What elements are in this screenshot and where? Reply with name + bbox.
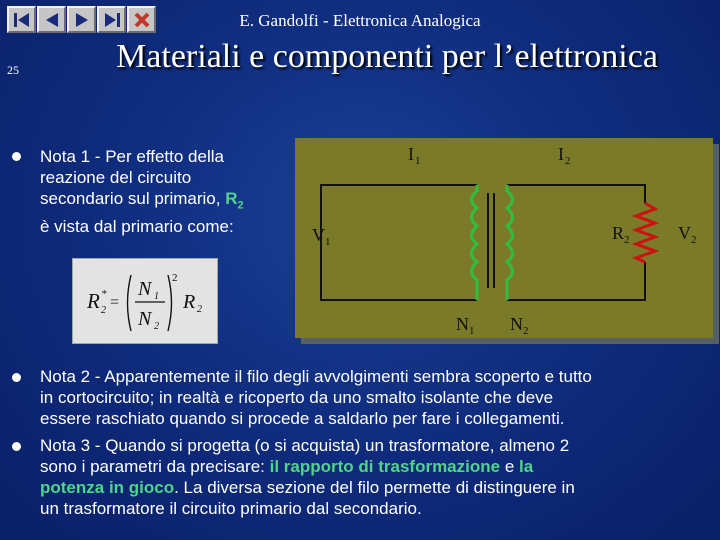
secondary-wire-top xyxy=(507,185,645,203)
note3-line1: Nota 3 - Quando si progetta (o si acquista) un trasformatore, almeno 2 xyxy=(40,436,570,455)
note2-text xyxy=(40,366,712,429)
label-r2-sub: 2 xyxy=(624,234,630,246)
note1-line3-text: secondario sul primario, xyxy=(40,189,226,208)
label-r2: R xyxy=(612,223,625,243)
note3-text xyxy=(40,435,712,519)
note3-line3: potenza in gioco. La diversa sezione del filo permette di distinguere in xyxy=(40,478,575,497)
label-v1: V xyxy=(312,225,325,245)
label-n1: N xyxy=(456,314,469,334)
label-v2: V xyxy=(678,223,691,243)
note1-line3 xyxy=(40,188,244,216)
primary-wire xyxy=(321,185,477,300)
formula-lhs: R xyxy=(87,289,100,313)
note2-line1: Nota 2 - Apparentemente il filo degli avvolgimenti sembra scoperto e tutto xyxy=(40,367,592,386)
note2-line2: in cortocircuito; in realtà e ricoperto da uno smalto isolante che deve xyxy=(40,388,554,407)
primary-coil xyxy=(472,185,478,300)
slide-number: 25 xyxy=(7,63,19,77)
right-paren xyxy=(168,275,172,331)
formula-equals: = xyxy=(110,294,120,311)
secondary-coil xyxy=(507,185,513,300)
note1-line4: è vista dal primario come: xyxy=(40,217,234,237)
label-i2-sub: 2 xyxy=(565,155,571,167)
label-n1-sub: 1 xyxy=(469,325,475,337)
label-v2-sub: 2 xyxy=(691,234,697,246)
label-i2: I xyxy=(558,144,564,164)
formula-num-sub: 1 xyxy=(154,291,159,302)
secondary-wire-bottom xyxy=(507,262,645,300)
note3-line2: sono i parametri da precisare: il rapporto di trasformazione e la xyxy=(40,457,534,476)
highlight-ratio: il rapporto di trasformazione xyxy=(269,457,501,476)
formula-den-sub: 2 xyxy=(154,321,159,332)
note2-line3: essere raschiato quando si procede a saldarlo per fare i collegamenti. xyxy=(40,409,565,428)
bullet-dot xyxy=(12,442,21,451)
label-i1-sub: 1 xyxy=(415,155,421,167)
label-v1-sub: 1 xyxy=(325,236,331,248)
formula-rhs-sub: 2 xyxy=(197,304,202,315)
page-title: Materiali e componenti per l’elettronica xyxy=(116,38,658,75)
formula-lhs-sub: 2 xyxy=(101,305,106,316)
label-n2-sub: 2 xyxy=(523,325,529,337)
bullet-dot xyxy=(12,373,21,382)
label-n2: N xyxy=(510,314,523,334)
highlight-power: potenza in gioco xyxy=(40,478,175,497)
formula-rhs: R xyxy=(183,291,196,313)
label-i1: I xyxy=(408,144,414,164)
header-title: E. Gandolfi - Elettronica Analogica xyxy=(239,11,481,30)
note1-line2: reazione del circuito xyxy=(40,168,192,187)
note3-line4: un trasformatore il circuito primario dal secondario. xyxy=(40,499,422,518)
formula-exp: 2 xyxy=(172,272,178,284)
r2-label: $R_2$ xyxy=(225,189,244,212)
resistor-r2 xyxy=(636,203,655,262)
bullet-dot xyxy=(12,152,21,161)
left-paren xyxy=(128,275,132,331)
highlight-la: la xyxy=(519,457,534,476)
formula-lhs-sup: * xyxy=(101,288,107,300)
formula-image xyxy=(72,258,218,344)
formula-num: N xyxy=(138,278,152,300)
formula-den: N xyxy=(138,308,152,330)
note1-text xyxy=(40,146,244,237)
circuit-diagram xyxy=(295,138,713,338)
note1-line1: Nota 1 - Per effetto della xyxy=(40,147,224,166)
